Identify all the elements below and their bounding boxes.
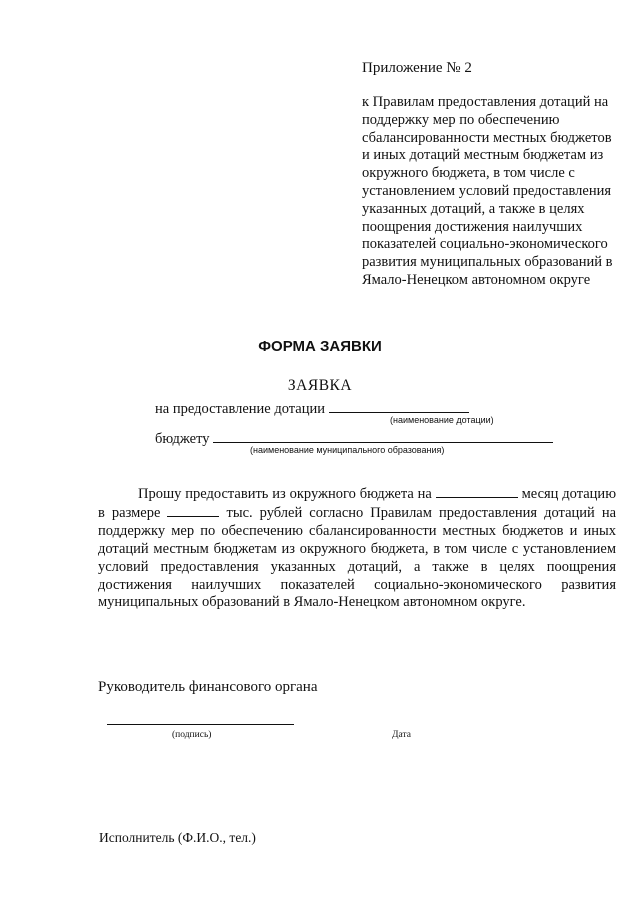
amount-blank[interactable] (167, 504, 219, 517)
request-body (98, 485, 616, 612)
grant-name-caption: (наименование дотации) (390, 415, 494, 425)
signature-line[interactable] (107, 724, 294, 725)
body-part-1: Прошу предоставить из окружного бюджета на (138, 486, 432, 502)
municipality-label: бюджету (155, 431, 210, 447)
municipality-caption: (наименование муниципального образования) (250, 445, 445, 455)
head-label: Руководитель финансового органа (98, 679, 318, 695)
grant-name-label: на предоставление дотации (155, 401, 326, 417)
form-title: ФОРМА ЗАЯВКИ (258, 338, 382, 355)
municipality-blank[interactable] (213, 428, 553, 443)
application-title: ЗАЯВКА (287, 377, 353, 394)
signature-caption: (подпись) (172, 730, 212, 740)
body-part-3: тыс. рублей согласно Правилам предоставления дотаций на поддержку мер по обеспечению сбалансированности местных бюджетов и иных дотаций местным бюджетам из окружного бюджета, в том числе с установлением условий предоставления указанных дотаций, а также в целях поощрения достижения наилучших показателей социально-экономического развития муниципальных образований в Ямало-Ненецком автономном округе. (98, 504, 617, 611)
appendix-number: Приложение № 2 (362, 60, 472, 76)
month-blank[interactable] (436, 485, 518, 498)
date-caption: Дата (392, 730, 411, 740)
grant-name-blank[interactable] (329, 398, 469, 413)
body-part-2: месяц дотацию в размере (98, 486, 617, 521)
executor-label: Исполнитель (Ф.И.О., тел.) (99, 830, 256, 845)
appendix-text: к Правилам предоставления дотаций на поддержку мер по обеспечению сбалансированности местных бюджетов и иных дотаций местным бюджетам из окружного бюджета, в том числе с установлением условий предоставления указанных дотаций, а также в целях поощрения достижения наилучших показателей социально-экономического развития муниципальных образований в Ямало-Ненецком автономном округе (362, 94, 613, 288)
